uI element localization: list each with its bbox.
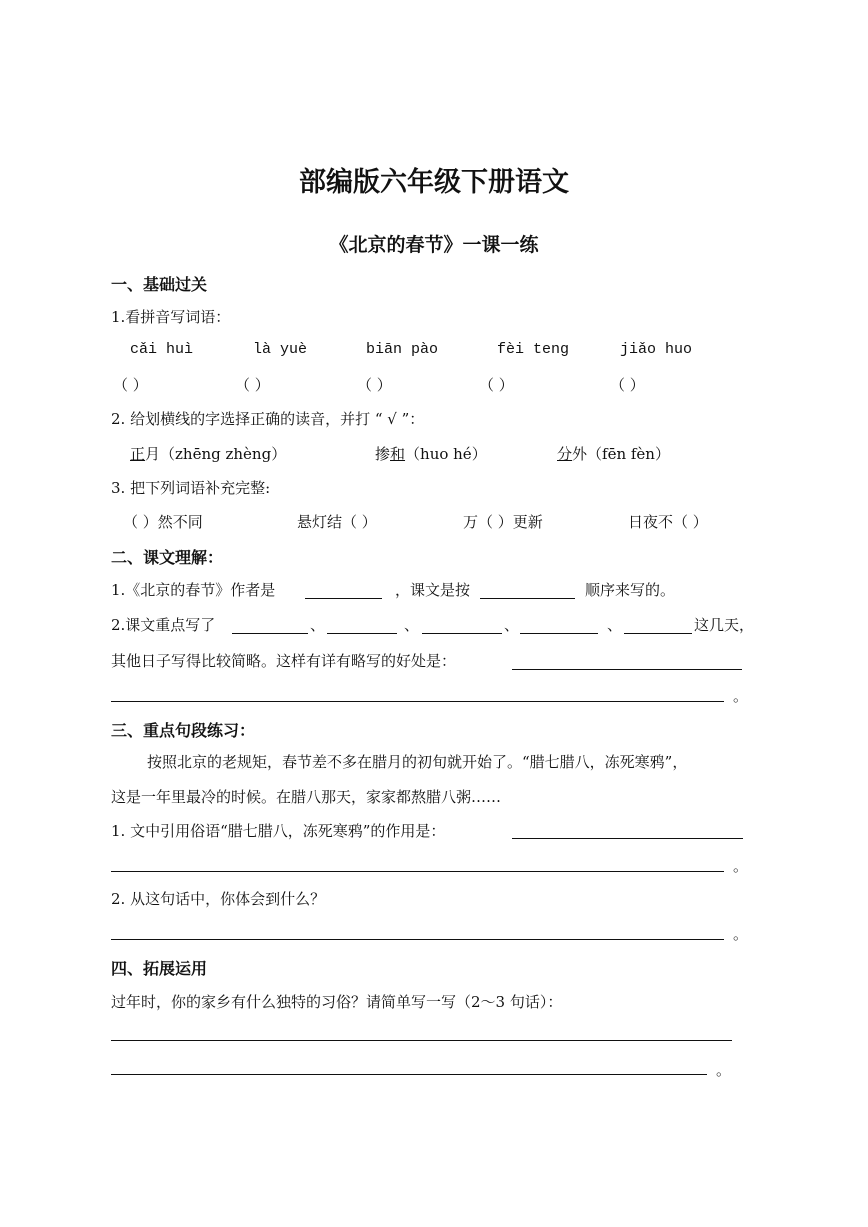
blank-benefit-2[interactable] [111,701,724,702]
q2-label: 2. 给划横线的字选择正确的读音，并打 “ √ ”： [111,410,425,428]
answer-paren-5[interactable]: （ ） [610,376,645,394]
answer-paren-3[interactable]: （ ） [357,376,392,394]
blank-s3-q2[interactable] [111,939,724,940]
section-heading-extension: 四、拓展运用 [111,959,208,978]
pinyin-3: biān pào [366,341,439,358]
s4-prompt: 过年时，你的家乡有什么独特的习俗？请简单写一写（2～3 句话）： [111,993,563,1011]
blank-benefit-1[interactable] [512,669,742,670]
blank-day-2[interactable] [327,633,397,634]
separator: 、 [504,616,520,634]
blank-s3-q1-1[interactable] [512,838,743,839]
pinyin-4: fèi teng [497,341,570,358]
period: 。 [733,687,749,705]
s2-q1-part-c: 顺序来写的。 [585,581,676,599]
idiom-3[interactable]: 万（ ）更新 [463,513,543,531]
section-heading-comprehension: 二、课文理解： [111,548,224,567]
answer-paren-2[interactable]: （ ） [235,376,270,394]
passage-line-1: 按照北京的老规矩，春节差不多在腊月的初旬就开始了。“腊七腊八，冻死寒鸦”， [147,753,688,771]
period: 。 [733,925,749,943]
underlined-char: 和 [390,445,406,463]
separator: 、 [404,616,420,634]
q3-label: 3. 把下列词语补充完整: [111,479,271,497]
underlined-char: 正 [130,445,146,463]
blank-day-4[interactable] [520,633,598,634]
idiom-2[interactable]: 悬灯结（ ） [297,513,377,531]
passage-line-2: 这是一年里最冷的时候。在腊八那天，家家都熬腊八粥…… [111,788,502,806]
lesson-subtitle: 《北京的春节》一课一练 [329,234,539,256]
period: 。 [716,1061,732,1079]
idiom-1[interactable]: （ ）然不同 [123,513,203,531]
option-suffix: （huo hé） [405,445,487,463]
answer-paren-1[interactable]: （ ） [113,376,148,394]
blank-day-3[interactable] [422,633,502,634]
answer-paren-4[interactable]: （ ） [479,376,514,394]
blank-s3-q1-2[interactable] [111,871,724,872]
underlined-char: 分 [557,445,573,463]
reading-option-3[interactable] [557,443,670,464]
option-suffix: 外（fēn fèn） [572,445,670,463]
pinyin-1: cǎi huì [130,341,194,358]
q1-label: 1.看拼音写词语： [111,308,231,326]
pinyin-5: jiǎo huo [620,341,693,358]
s2-q2-part-a: 2.课文重点写了 [111,616,216,634]
period: 。 [733,857,749,875]
page-title: 部编版六年级下册语文 [299,167,569,198]
blank-day-1[interactable] [232,633,308,634]
s2-q1-part-b: ，课文是按 [395,581,471,599]
blank-order[interactable] [480,598,575,599]
pinyin-2: là yuè [253,341,308,358]
separator: 、 [310,616,326,634]
s2-q1-part-a: 1.《北京的春节》作者是 [111,581,276,599]
reading-option-2[interactable] [375,443,487,464]
s3-q2-label: 2. 从这句话中，你体会到什么？ [111,890,326,908]
s3-q1-label: 1. 文中引用俗语“腊七腊八，冻死寒鸦”的作用是： [111,822,446,840]
option-suffix: 月（zhēng zhèng） [145,445,287,463]
option-prefix: 掺 [375,445,391,463]
idiom-4[interactable]: 日夜不（ ） [628,513,708,531]
blank-s4-2[interactable] [111,1074,707,1075]
s2-q2-part-c: 其他日子写得比较简略。这样有详有略写的好处是： [111,652,457,670]
blank-s4-1[interactable] [111,1040,732,1041]
blank-day-5[interactable] [624,633,692,634]
section-heading-passage: 三、重点句段练习： [111,721,256,740]
blank-author[interactable] [305,598,382,599]
section-heading-basics: 一、基础过关 [111,275,208,294]
s2-q2-part-b: 这几天， [694,616,755,634]
reading-option-1[interactable] [130,443,286,464]
separator: 、 [607,616,623,634]
